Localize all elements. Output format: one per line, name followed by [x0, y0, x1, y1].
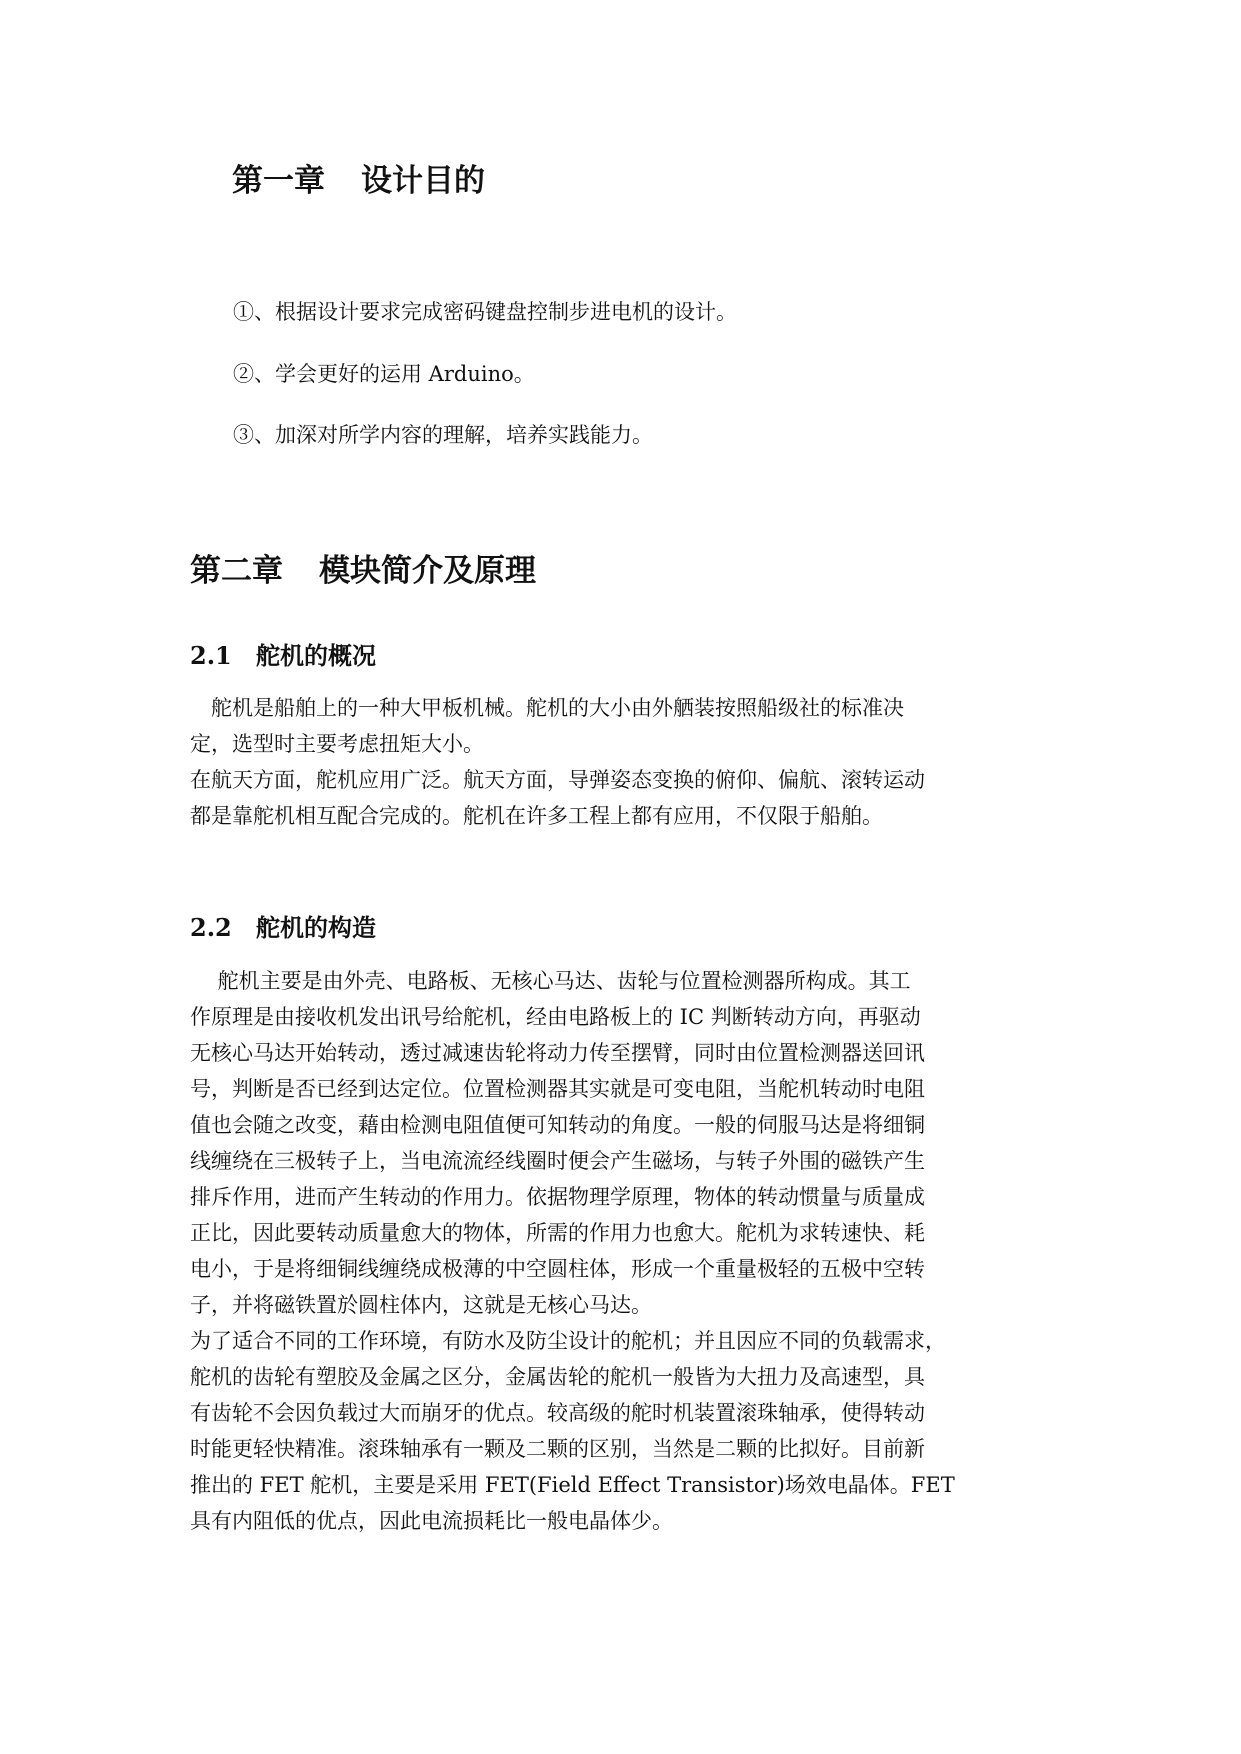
paragraph-line: 排斥作用，进而产生转动的作用力。依据物理学原理，物体的转动惯量与质量成 [190, 1185, 925, 1209]
paragraph-line: 舵机的齿轮有塑胶及金属之区分，金属齿轮的舵机一般皆为大扭力及高速型，具 [190, 1365, 925, 1389]
paragraph-line: 线缠绕在三极转子上，当电流流经线圈时便会产生磁场，与转子外围的磁铁产生 [190, 1149, 925, 1173]
section-2-1-title: 舵机的概况 [256, 642, 376, 670]
paragraph-line: 电小，于是将细铜线缠绕成极薄的中空圆柱体，形成一个重量极轻的五极中空转 [190, 1257, 925, 1281]
paragraph-line: 无核心马达开始转动，透过减速齿轮将动力传至摆臂，同时由位置检测器送回讯 [190, 1041, 925, 1065]
design-goal-item: ①、根据设计要求完成密码键盘控制步进电机的设计。 [233, 300, 737, 324]
section-2-2-heading [190, 912, 376, 944]
paragraph-line: 舵机主要是由外壳、电路板、无核心马达、齿轮与位置检测器所构成。其工 [190, 969, 911, 993]
section-2-1-heading [190, 640, 376, 672]
paragraph-line: 舵机是船舶上的一种大甲板机械。舵机的大小由外舾装按照船级社的标准决 [190, 696, 904, 720]
chapter-2-heading [190, 553, 536, 589]
chapter-1-title: 设计目的 [361, 163, 485, 199]
paragraph-line: 作原理是由接收机发出讯号给舵机，经由电路板上的 IC 判断转动方向，再驱动 [190, 1005, 921, 1029]
section-2-1-number: 2.1 [190, 641, 232, 670]
paragraph-line: 正比，因此要转动质量愈大的物体，所需的作用力也愈大。舵机为求转速快、耗 [190, 1221, 925, 1245]
paragraph-line: 在航天方面，舵机应用广泛。航天方面，导弹姿态变换的俯仰、偏航、滚转运动 [190, 768, 925, 792]
paragraph-line: 值也会随之改变，藉由检测电阻值便可知转动的角度。一般的伺服马达是将细铜 [190, 1113, 925, 1137]
paragraph-line: 推出的 FET 舵机，主要是采用 FET(Field Effect Transistor)场效电晶体。FET [190, 1473, 955, 1497]
paragraph-line: 定，选型时主要考虑扭矩大小。 [190, 732, 484, 756]
design-goal-item: ③、加深对所学内容的理解，培养实践能力。 [233, 423, 653, 447]
paragraph-line: 为了适合不同的工作环境，有防水及防尘设计的舵机；并且因应不同的负载需求， [190, 1329, 946, 1353]
chapter-1-label: 第一章 [232, 163, 325, 199]
paragraph-line: 有齿轮不会因负载过大而崩牙的优点。较高级的舵时机装置滚珠轴承，使得转动 [190, 1401, 925, 1425]
paragraph-line: 子，并将磁铁置於圆柱体内，这就是无核心马达。 [190, 1293, 652, 1317]
paragraph-line: 都是靠舵机相互配合完成的。舵机在许多工程上都有应用，不仅限于船舶。 [190, 804, 883, 828]
paragraph-line: 具有内阻低的优点，因此电流损耗比一般电晶体少。 [190, 1509, 673, 1533]
section-2-2-title: 舵机的构造 [256, 914, 376, 942]
paragraph-line: 号，判断是否已经到达定位。位置检测器其实就是可变电阻，当舵机转动时电阻 [190, 1077, 925, 1101]
design-goal-item: ②、学会更好的运用 Arduino。 [233, 362, 535, 386]
chapter-2-label: 第二章 [190, 553, 283, 589]
chapter-1-heading [232, 163, 485, 199]
paragraph-line: 时能更轻快精准。滚珠轴承有一颗及二颗的区别，当然是二颗的比拟好。目前新 [190, 1437, 925, 1461]
section-2-2-number: 2.2 [190, 913, 232, 942]
chapter-2-title: 模块简介及原理 [319, 553, 536, 589]
